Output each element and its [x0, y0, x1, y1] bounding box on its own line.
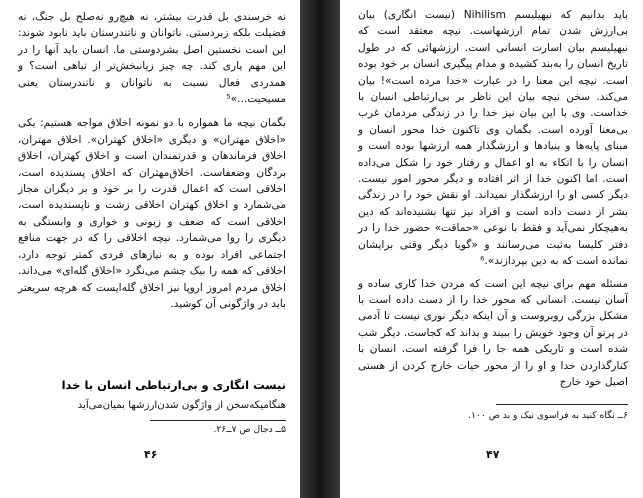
left-paragraph-2: بگمان نیچه ما همواره با دو نمونه اخلاق مواجه هستیم: یکی «اخلاق مهتران» و دیگری «اخلاق کهتران». اخلاق مهتران، اخلاق فرماندهان و قدرتمندان است و اخلاق کهتران، اخلاق بردگان وضعفاست. اخلاق‌مهتران که اخلاق پسندیده است، اخلاقی است که اعمال قدرت را بر خود و بر دیگران مجاز می‌شمارد و اخلاق کهتران اخلاقی زشت و ناپسندیده است، اخلاقی است که ضعف و زبونی و خواری و وابستگی به دیگری را روا می‌شمارد. نیچه اخلاقی را که در جهت منافع اجتماعی افراد بوده و به نیازهای فردی کمتر توجه دارد، اخلاقی که همه را بیک چشم می‌نگرد «اخلاق گله‌ای» می‌داند. اخلاق مردم امروز اروپا نیز اخلاق گله‌ایست که هرچه سریعتر باید در واژگونی آن کوشید.: [18, 117, 286, 310]
section-subtitle: هنگامیکه‌سخن از واژگون شدن‌ارزشها بمیان‌می‌آید: [77, 400, 286, 411]
right-page-number: ۴۷: [486, 448, 500, 461]
section-heading: نیست انگاری و بی‌ارتباطی انسان با خدا: [61, 378, 286, 392]
right-paragraph-1: باید بدانیم که نیهیلیسم Nihilism (نیست انگاری) بیان بی‌ارزش شدن تمام ارزشهاست. نیچه معتقد است که نیهیلیسم بیان اسارت انسانی است. ارزشهائی که در طول تاریخ انسان را به‌بند کشیده و مدام پیگیری انسان بر خود بوده است. نیچه این معنا را در عبارت «خدا مرده است»! بیان می‌کند. سخن نیچه بیان این ناظر بر بی‌ارتباطی انسان با خداست. وی با این بیان نیز خدا را در زندگی مردمان غرب بی‌معنا آورده است. بگمان وی تاکنون خدا محور انسان و مبنای پایه‌ها و بنیادها و ارزشگذار همه ارزشها بوده است و انسان را با اتکاء به او اعمال و رفتار خود را شکل می‌داده است. اما اکنون خدا از اثر افتاده و دیگر محور امور نیست. دیگر کسی او را ارزشگذار نمیداند. او نقش خود را در زندگی بشر از دست داده است و افراد نیز تنها بشنیده‌اند که دین به‌هیچکار نمی‌آید و فقط با نوعی «حماقت» حضور خدا را در دفتر کلیسا به‌ثبت می‌رسانند و «گویا دیگر وقتی برایشان نمانده است که به دین بپردازند».⁶: [358, 9, 628, 268]
book-gutter: [300, 0, 340, 498]
right-paragraph-2: مسئله مهم برای نیچه این است که مردن خدا کاری ساده و آسان نیست. انسانی که محور خدا را از دست داده است با مشکل بزرگی روبروست و آن اینکه دیگر نوری نیست تا آدمی در پرتو آن وجود خویش را ببیند و بداند که کجاست. دیگر شب شده است و تاریکی همه جا را فرا گرفته است. انسان با کنارگذاردن خدا و او را از محور حیات خارج کردن از هستی اصیل خود خارج: [358, 277, 628, 388]
left-page: [0, 0, 300, 498]
left-footnote: ۵ــ دجال ص ۷ــ۲۶.: [213, 424, 286, 435]
right-footnote: ۶ــ نگاه کنید به فراسوی نیک و بد ص ۱۰۰.: [468, 410, 628, 421]
left-paragraph-1: نه خرسندی بل قدرت بیشتر، نه هیچ‌رو نه‌صلح بل جنگ، نه فضیلت بلکه زبردستی. ناتوانان و ناتندرستان باید نابود شوند: این است نخستین اصل بشردوستی ما. انسان باید آنها را در این مهم یاری کند. چه چیز زیانبخش‌تر از تباهی است؟ و همدردی فعال نسبت به ناتوانان و ناتندرستان یعنی مسیحیت...»⁵: [18, 11, 286, 106]
left-page-number: ۴۶: [144, 448, 158, 461]
footnote-divider: [150, 420, 286, 421]
right-body-text: [358, 7, 628, 390]
left-body-text: [18, 9, 286, 312]
right-page: [340, 0, 643, 498]
footnote-divider: [496, 404, 628, 405]
